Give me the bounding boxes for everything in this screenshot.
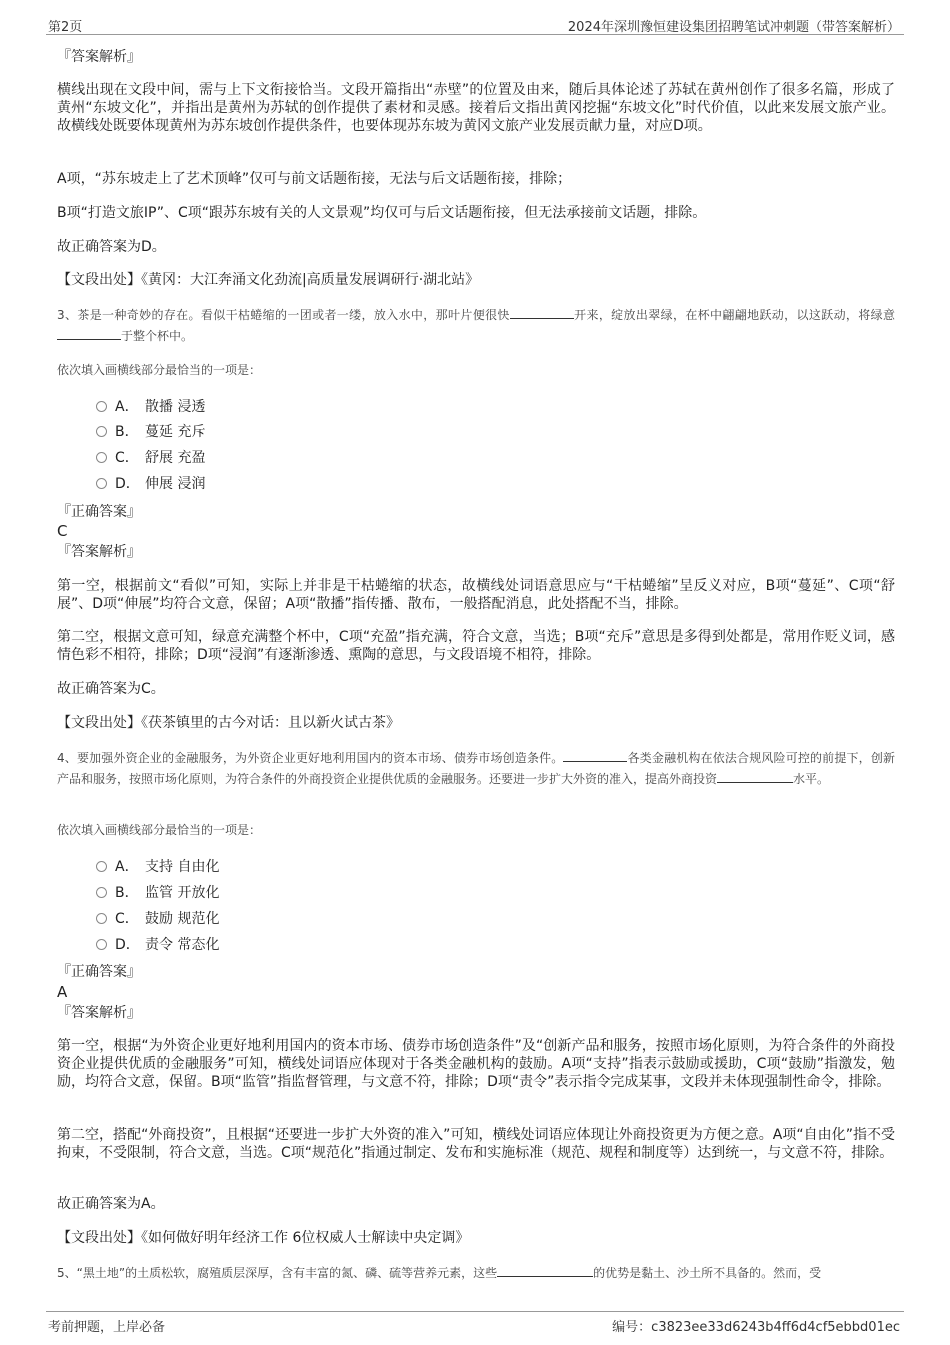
analysis-paragraph: 第一空，根据“为外资企业更好地利用国内的资本市场、债券市场创造条件”及“创新产品和服务，按照市场化原则，为符合条件的外商投资企业提供优质的金融服务”可知，横线处词语应体现对于各类金融机构的鼓励。A项“支持”指表示鼓励或援助，C项“鼓励”指激发，勉励，均符合文意，保留。B项“监管”指监督管理，与文意不符，排除；D项“责令”表示指令完成某事，文段并未体现强制性命令，排除。 [57, 1038, 895, 1090]
radio-icon[interactable] [96, 913, 107, 924]
footer-slogan: 考前押题，上岸必备 [48, 1320, 166, 1335]
document-code: 编号：c3823ee33d6243b4ff6d4cf5ebbd01ec [612, 1320, 900, 1335]
answer-blank [510, 305, 574, 319]
page-number: 第2页 [48, 20, 83, 35]
answer-blank [497, 1263, 593, 1277]
option-c[interactable]: C． 舒展 充盈 [96, 449, 205, 467]
source-title: 《如何做好明年经济工作 6位权威人士解读中央定调》 [141, 1230, 470, 1246]
option-c[interactable]: C． 鼓励 规范化 [96, 910, 219, 928]
correct-answer-label: 『正确答案』 [57, 964, 141, 980]
source-citation [57, 714, 895, 732]
question-4-stem: 4、要加强外资企业的金融服务，为外资企业更好地利用国内的资本市场、债券市场创造条件。 各类金融机构在依法合规风险可控的前提下，创新产品和服务，按照市场化原则，为符合条件的外商投资企业提供优质的金融服务。还要进一步扩大外资的准入，提高外商投资 水平。 [57, 748, 895, 790]
source-citation [57, 1229, 895, 1247]
question-5-stem: 5、“黑土地”的土质松软，腐殖质层深厚，含有丰富的氮、磷、硫等营养元素，这些 的优势是黏土、沙土所不具备的。然而，受 [57, 1263, 895, 1284]
option-d[interactable]: D． 伸展 浸润 [96, 475, 205, 493]
analysis-paragraph: 横线出现在文段中间，需与上下文衔接恰当。文段开篇指出“赤壁”的位置及由来，随后具体论述了苏轼在黄州创作了很多名篇，形成了黄州“东坡文化”，并指出是黄州为苏轼的创作提供了素材和灵感。接着后文指出黄冈挖掘“东坡文化”时代价值，以此来发展文旅产业。故横线处既要体现黄州为苏东坡创作提供条件，也要体现苏东坡为黄冈文旅产业发展贡献力量，对应D项。 [57, 82, 895, 134]
correct-answer-label: 『正确答案』 [57, 504, 141, 520]
radio-icon[interactable] [96, 478, 107, 489]
radio-icon[interactable] [96, 861, 107, 872]
question-instruction: 依次填入画横线部分最恰当的一项是： [57, 363, 262, 377]
radio-icon[interactable] [96, 426, 107, 437]
correct-answer: A [57, 983, 68, 1001]
analysis-paragraph: 第二空，搭配“外商投资”，且根据“还要进一步扩大外资的准入”可知，横线处词语应体现让外商投资更为方便之意。A项“自由化”指不受拘束，不受限制，符合文意，当选。C项“规范化”指通过制定、发布和实施标准（规范、规程和制度等）达到统一，与文意不符，排除。 [57, 1127, 895, 1161]
analysis-paragraph: 第二空，根据文意可知，绿意充满整个杯中，C项“充盈”指充满，符合文意，当选；B项“充斥”意思是多得到处都是，常用作贬义词，感情色彩不相符，排除；D项“浸润”有逐渐渗透、熏陶的意思，与文段语境不相符，排除。 [57, 629, 895, 663]
answer-statement: 故正确答案为A。 [57, 1196, 165, 1212]
radio-icon[interactable] [96, 887, 107, 898]
analysis-paragraph: B项“打造文旅IP”、C项“跟苏东坡有关的人文景观”均仅可与后文话题衔接，但无法承接前文话题，排除。 [57, 205, 707, 221]
option-d[interactable]: D． 责令 常态化 [96, 936, 219, 954]
source-prefix: 【文段出处】 [57, 715, 141, 731]
page-footer [46, 1311, 904, 1334]
source-citation [57, 271, 895, 289]
analysis-label: 『答案解析』 [57, 1005, 141, 1021]
radio-icon[interactable] [96, 452, 107, 463]
correct-answer: C [57, 522, 68, 540]
analysis-paragraph: A项，“苏东坡走上了艺术顶峰”仅可与前文话题衔接，无法与后文话题衔接，排除； [57, 171, 572, 187]
question-instruction: 依次填入画横线部分最恰当的一项是： [57, 823, 262, 837]
answer-statement: 故正确答案为D。 [57, 239, 166, 255]
answer-blank [563, 748, 627, 762]
analysis-label: 『答案解析』 [57, 544, 141, 560]
source-title: 《黄冈：大江奔涌文化劲流|高质量发展调研行·湖北站》 [141, 272, 480, 288]
radio-icon[interactable] [96, 401, 107, 412]
option-a[interactable]: A． 散播 浸透 [96, 398, 205, 416]
answer-blank [57, 326, 121, 340]
question-3-stem: 3、茶是一种奇妙的存在。看似干枯蜷缩的一团或者一缕，放入水中，那叶片便很快 开来，绽放出翠绿，在杯中翩翩地跃动，以这跃动，将绿意于整个杯中。 [57, 305, 895, 347]
source-title: 《茯茶镇里的古今对话：且以新火试古茶》 [141, 715, 400, 731]
option-b[interactable]: B． 蔓延 充斥 [96, 423, 205, 441]
document-title: 2024年深圳豫恒建设集团招聘笔试冲刺题（带答案解析） [567, 20, 900, 35]
analysis-paragraph: 第一空，根据前文“看似”可知，实际上并非是干枯蜷缩的状态，故横线处词语意思应与“干枯蜷缩”呈反义对应，B项“蔓延”、C项“舒展”、D项“伸展”均符合文意，保留；A项“散播”指传播、散布，一般搭配消息，此处搭配不当，排除。 [57, 578, 895, 612]
option-a[interactable]: A． 支持 自由化 [96, 858, 219, 876]
page-header [46, 14, 904, 35]
option-b[interactable]: B． 监管 开放化 [96, 884, 219, 902]
answer-blank [717, 769, 793, 783]
answer-statement: 故正确答案为C。 [57, 681, 165, 697]
source-prefix: 【文段出处】 [57, 272, 141, 288]
analysis-label: 『答案解析』 [57, 49, 141, 65]
source-prefix: 【文段出处】 [57, 1230, 141, 1246]
radio-icon[interactable] [96, 939, 107, 950]
